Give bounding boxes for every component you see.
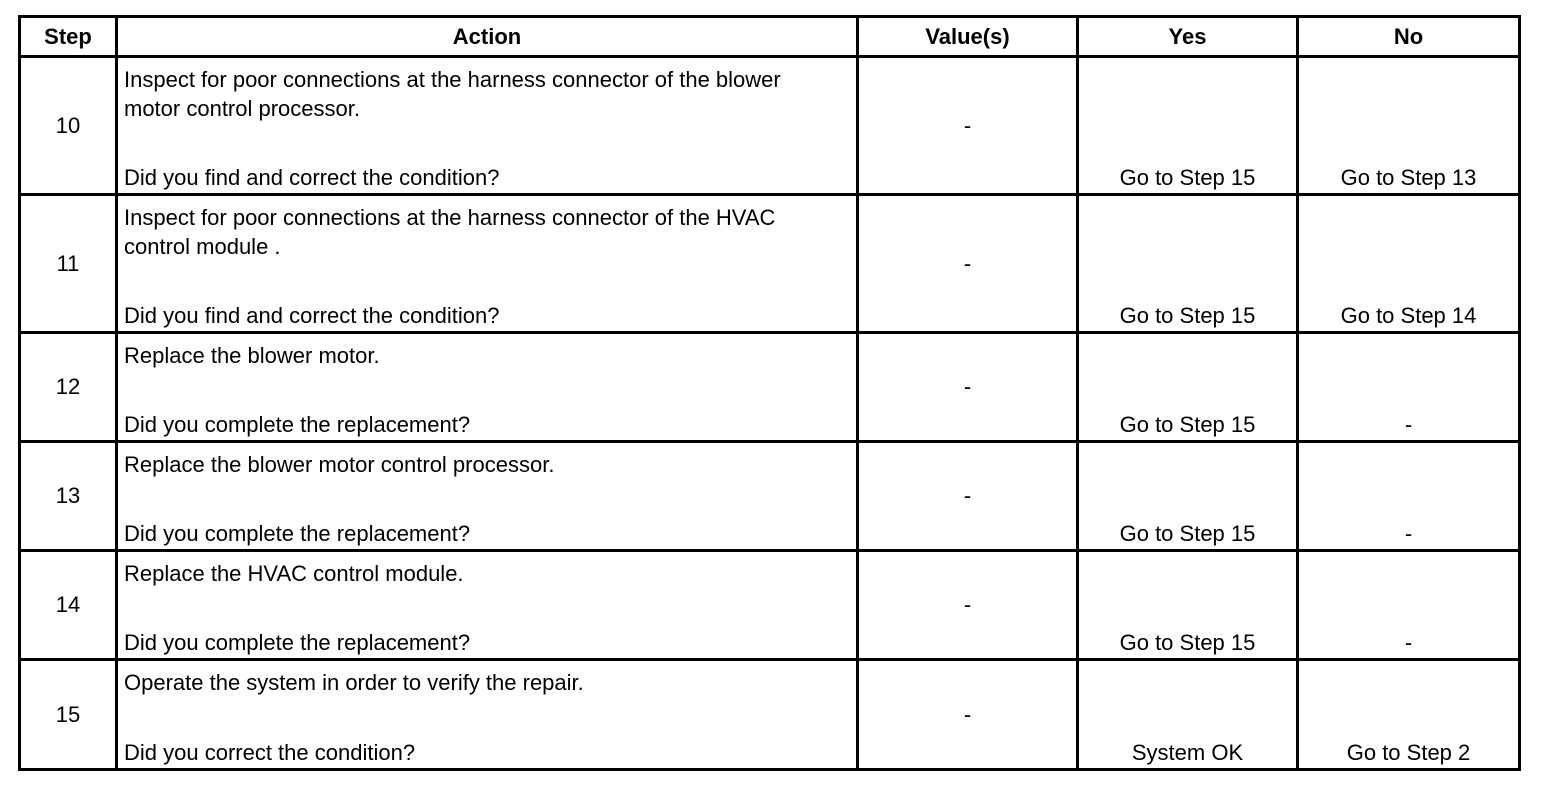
yes-cell <box>1079 334 1299 440</box>
yes-text: Go to Step 15 <box>1119 630 1256 655</box>
action-question: Did you complete the replacement? <box>124 521 471 546</box>
action-cell <box>118 552 859 658</box>
table-row <box>21 443 1518 552</box>
step-cell <box>21 58 118 193</box>
header-step: Step <box>21 18 118 55</box>
yes-cell <box>1079 196 1299 331</box>
values-text: - <box>963 592 972 617</box>
values-cell <box>859 552 1079 658</box>
yes-text: Go to Step 15 <box>1119 521 1256 546</box>
values-text: - <box>963 483 972 508</box>
action-cell <box>118 334 859 440</box>
table-row <box>21 661 1518 768</box>
no-text: Go to Step 14 <box>1340 303 1477 328</box>
values-cell <box>859 334 1079 440</box>
table-row <box>21 334 1518 443</box>
values-cell <box>859 58 1079 193</box>
table-row <box>21 552 1518 661</box>
values-cell <box>859 443 1079 549</box>
no-text: Go to Step 13 <box>1340 165 1477 190</box>
diagnostic-table <box>18 15 1521 771</box>
step-cell <box>21 443 118 549</box>
values-cell <box>859 196 1079 331</box>
step-cell <box>21 334 118 440</box>
action-text: Inspect for poor connections at the harness connector of the HVAC control module . <box>124 205 776 259</box>
step-cell <box>21 661 118 768</box>
yes-cell <box>1079 661 1299 768</box>
no-cell <box>1299 552 1518 658</box>
yes-text: System OK <box>1131 740 1244 765</box>
step-number: 13 <box>55 483 81 508</box>
action-question: Did you correct the condition? <box>124 740 416 765</box>
no-cell <box>1299 443 1518 549</box>
step-cell <box>21 196 118 331</box>
step-number: 11 <box>56 250 80 276</box>
step-number: 10 <box>55 112 81 138</box>
action-question: Did you complete the replacement? <box>124 630 471 655</box>
action-text: Replace the blower motor control processor. <box>124 452 555 477</box>
step-number: 12 <box>55 374 81 399</box>
no-text: - <box>1404 630 1413 655</box>
header-no: No <box>1393 23 1424 49</box>
action-text: Replace the HVAC control module. <box>124 561 464 586</box>
step-cell <box>21 552 118 658</box>
values-cell <box>859 661 1079 768</box>
header-action: Action <box>118 18 859 55</box>
action-question: Did you find and correct the condition? <box>124 165 500 190</box>
values-text: - <box>963 112 972 138</box>
values-text: - <box>963 250 972 276</box>
action-text: Inspect for poor connections at the harness connector of the blower motor control processor. <box>124 67 781 121</box>
step-number: 14 <box>55 592 81 617</box>
yes-cell <box>1079 552 1299 658</box>
header-yes: Yes <box>1079 18 1299 55</box>
values-text: - <box>963 701 972 727</box>
table-row <box>21 58 1518 196</box>
action-question: Did you complete the replacement? <box>124 412 471 437</box>
header-values: Value(s) <box>859 18 1079 55</box>
action-cell <box>118 58 859 193</box>
yes-text: Go to Step 15 <box>1119 165 1256 190</box>
no-cell <box>1299 196 1518 331</box>
yes-cell <box>1079 443 1299 549</box>
table-row <box>21 196 1518 334</box>
step-number: 15 <box>55 701 81 727</box>
table-header-row <box>21 18 1518 58</box>
action-text: Operate the system in order to verify the repair. <box>124 670 584 695</box>
action-cell <box>118 443 859 549</box>
no-text: - <box>1404 412 1413 437</box>
action-cell <box>118 661 859 768</box>
no-cell <box>1299 58 1518 193</box>
no-text: Go to Step 2 <box>1346 740 1471 765</box>
no-cell <box>1299 334 1518 440</box>
yes-text: Go to Step 15 <box>1119 412 1256 437</box>
no-cell <box>1299 661 1518 768</box>
action-cell <box>118 196 859 331</box>
yes-text: Go to Step 15 <box>1119 303 1256 328</box>
action-question: Did you find and correct the condition? <box>124 303 500 328</box>
values-text: - <box>963 374 972 399</box>
yes-cell <box>1079 58 1299 193</box>
no-text: - <box>1404 521 1413 546</box>
action-text: Replace the blower motor. <box>124 343 380 368</box>
